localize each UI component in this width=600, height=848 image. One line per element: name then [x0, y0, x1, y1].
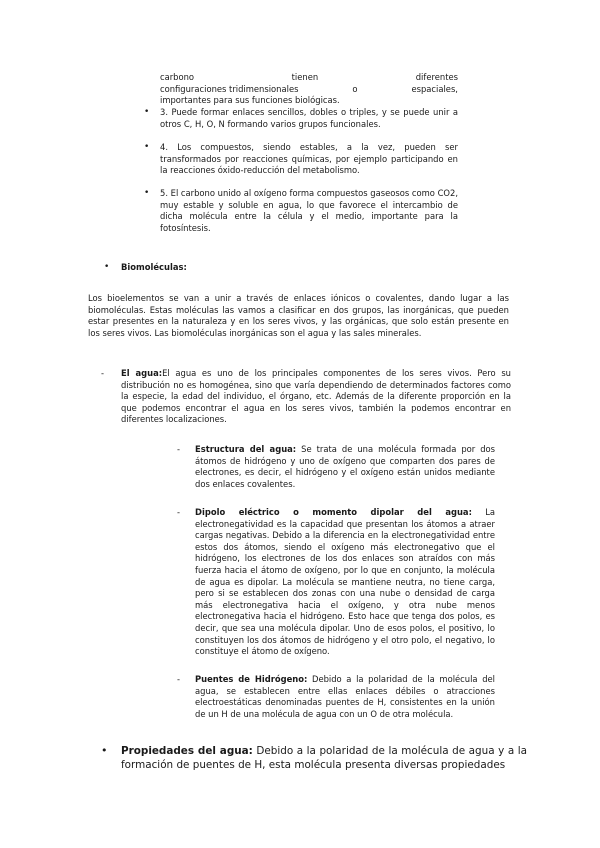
- carbon-item-5: 5. El carbono unido al oxígeno forma compuestos gaseosos como CO2, muy estable y soluble en agua, lo que favorece el intercambio de dicha molécula entre la célula y el medio, importante para la fotosíntesis.: [160, 188, 459, 233]
- puentes-hidrogeno-heading: Puentes de Hidrógeno:: [195, 674, 308, 684]
- puentes-hidrogeno-paragraph: Puentes de Hidrógeno: Debido a la polaridad de la molécula del agua, se establecen entre ellas enlaces débiles o atracciones electroestáticas denominadas puentes de H, consistentes en la unión de un H de una molécula de agua con un O de otra molécula.: [195, 674, 495, 719]
- bullet-icon: •: [101, 744, 108, 757]
- bullet-icon: •: [144, 107, 150, 117]
- propiedades-agua-heading: Propiedades del agua:: [121, 745, 253, 757]
- continuation-line-1: carbono tienen diferentes: [160, 72, 458, 82]
- carbon-item-3: 3. Puede formar enlaces sencillos, dobles o triples, y se puede unir a otros C, H, O, N formando varios grupos funcionales.: [160, 107, 458, 129]
- estructura-agua-heading: Estructura del agua:: [195, 444, 297, 454]
- bullet-icon: •: [144, 142, 150, 152]
- dipolo-electrico-paragraph: Dipolo eléctrico o momento dipolar del agua: La electronegatividad es la capacidad que presentan los átomos a atraer cargas negativas. Debido a la diferencia en la electronegatividad entre estos dos átomos, siendo el oxígeno más electronegativo que el hidrógeno, los electrones de los dos enlaces son atraídos con más fuerza hacia el átomo de oxígeno, por lo que en conjunto, la molécula de agua es dipolar. La molécula se mantiene neutra, no tiene carga, pero si se establecen dos zonas con una nube o densidad de carga más electronegativa hacia el oxígeno, y otra nube menos electronegativa hacia el hidrógeno. Esto hace que tenga dos polos, es decir, que sea una molécula dipolar. Uno de esos polos, el positivo, lo constituyen los dos átomos de hidrógeno y el otro polo, el negativo, lo constituye el átomo de oxígeno.: [195, 507, 495, 657]
- dash-marker: -: [177, 444, 181, 454]
- section-heading-biomoleculas: Biomoléculas:: [121, 262, 187, 272]
- bullet-icon: •: [144, 188, 150, 198]
- agua-heading: El agua:: [121, 368, 163, 378]
- continuation-line-3: importantes para sus funciones biológicas.: [160, 95, 340, 106]
- agua-paragraph: El agua:El agua es uno de los principales componentes de los seres vivos. Pero su distribución no es homogénea, sino que varía dependiendo de determinados factores como la especie, la edad del individuo, el órgano, etc. Además de la diferente proporción en la que podemos encontrar el agua en los seres vivos, también la podemos encontrar en diferentes localizaciones.: [121, 368, 511, 425]
- propiedades-agua-paragraph: Propiedades del agua: Debido a la polaridad de la molécula de agua y a la formación de puentes de H, esta molécula presenta diversas propiedades: [121, 745, 527, 772]
- dash-marker: -: [177, 674, 181, 684]
- dash-marker: -: [101, 368, 105, 378]
- carbon-item-4: 4. Los compuestos, siendo estables, a la vez, pueden ser transformados por reacciones químicas, por ejemplo participando en la reacciones óxido-reducción del metabolismo.: [160, 142, 458, 176]
- dipolo-electrico-heading: Dipolo eléctrico o momento dipolar del agua:: [195, 507, 472, 517]
- carbon-item-continuation: [160, 72, 458, 107]
- estructura-agua-paragraph: Estructura del agua: Se trata de una molécula formada por dos átomos de hidrógeno y uno de oxígeno que comparten dos pares de electrones, es decir, el hidrógeno y el oxígeno están unidos mediante dos enlaces covalentes.: [195, 444, 495, 489]
- biomoleculas-paragraph: Los bioelementos se van a unir a través de enlaces iónicos o covalentes, dando lugar a las biomoléculas. Estas moléculas las vamos a clasificar en dos grupos, las inorgánicas, que pueden estar presentes en la naturaleza y en los seres vivos, y las orgánicas, que solo están presente en los seres vivos. Las biomoléculas inorgánicas son el agua y las sales minerales.: [88, 293, 509, 338]
- continuation-line-2: configuraciones tridimensionales o espaciales,: [160, 83, 458, 94]
- dash-marker: -: [177, 507, 181, 517]
- bullet-icon: •: [104, 262, 110, 272]
